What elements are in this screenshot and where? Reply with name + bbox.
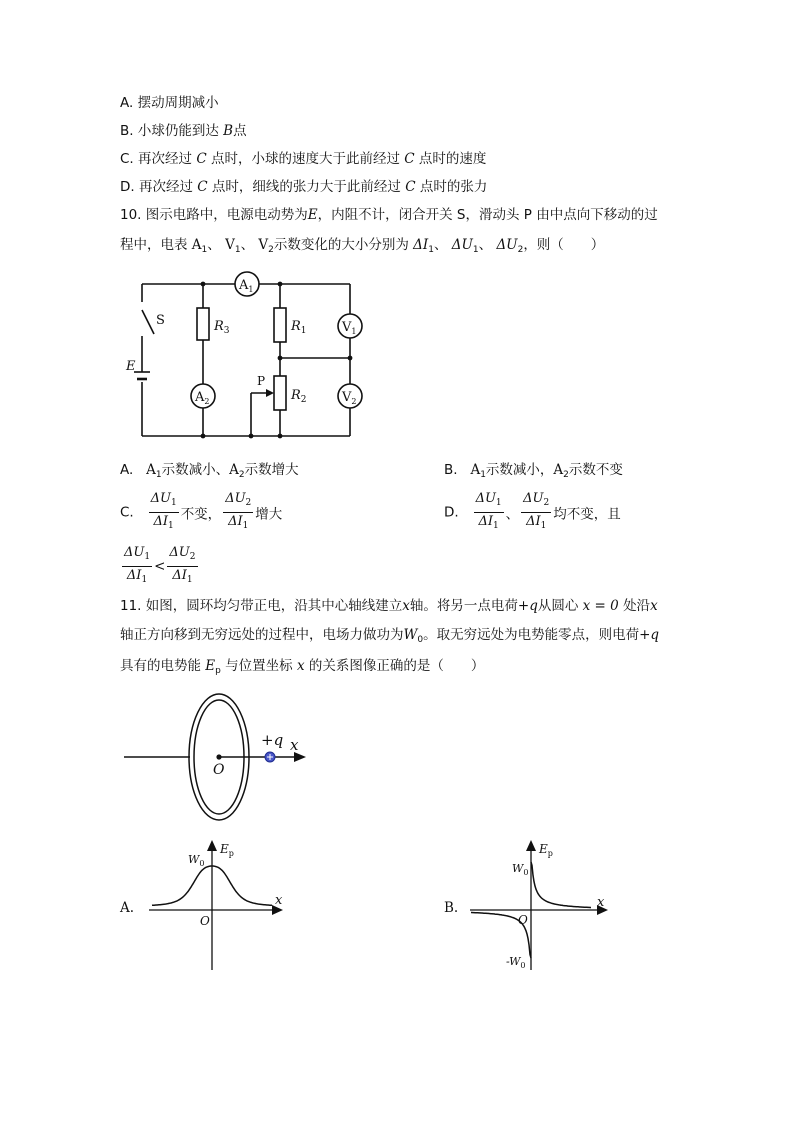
q9-option-b: B. 小球仍能到达 B点 — [120, 123, 247, 139]
q9-option-c: C. 再次经过 C 点时，小球的速度大于此前经过 C 点时的速度 — [120, 151, 487, 167]
fraction-du1-di1-d: $\frac{\Delta U_1}{\Delta I_1}$ — [475, 491, 502, 531]
svg-text:P: P — [257, 374, 266, 388]
q11-stem-line2: 轴正方向移到无穷远处的过程中，电场力做功为$W_0$。取无穷远处为电势能零点，则电荷+q — [120, 627, 660, 645]
svg-text:x: x — [597, 895, 605, 910]
q9-option-a: A. 摆动周期减小 — [120, 95, 219, 111]
svg-text:Ep: $E_p$ — [220, 842, 234, 858]
q10-option-c: C. $\frac{\Delta U_1}{\Delta I_1}$ 不变， $\frac{\Delta U_2}{\Delta I_1}$ 增大 — [120, 490, 282, 535]
q10-option-b: B. $A_1$示数减小，$A_2$示数不变 — [444, 462, 623, 480]
q10-option-d-inequality: $\frac{\Delta U_1}{\Delta I_1}$ < $\frac{\Delta U_2}{\Delta I_1}$ — [124, 545, 196, 585]
svg-text:O: O — [200, 914, 210, 928]
svg-text:V2: $V_2$ — [342, 390, 357, 406]
svg-text:W0: $W_0$ — [512, 862, 529, 877]
fraction-du2-di1: $\frac{\Delta U_2}{\Delta I_1}$ — [225, 491, 252, 531]
charged-ring-figure — [118, 690, 318, 830]
graph-a — [145, 836, 290, 976]
q9-option-d: D. 再次经过 C 点时，细线的张力大于此前经过 C 点时的张力 — [120, 179, 488, 195]
q11-stem-line3: 具有的电势能 $E_p$ 与位置坐标 x 的关系图像正确的是（ ） — [120, 658, 485, 676]
q10-stem-line2: 程中，电表 $A_1$、 $V_1$、 $V_2$示数变化的大小分别为 $\Delta I_1$、 $\Delta U_1$、 $\Delta U_2$，则（ ） — [120, 237, 605, 255]
svg-text:O: O — [213, 762, 225, 778]
q10-stem-line1: 10. 图示电路中，电源电动势为E，内阻不计，闭合开关 S，滑动头 P 由中点向下移动的过 — [120, 207, 658, 223]
svg-text:O: O — [518, 913, 528, 927]
curve-b-right — [531, 862, 591, 908]
svg-text:E: E — [126, 359, 136, 374]
svg-text:Ep: $E_p$ — [539, 842, 553, 858]
svg-text:-W0: $-W_0$ — [506, 955, 526, 970]
q10-option-a: A. $A_1$示数减小、$A_2$示数增大 — [120, 462, 299, 480]
circuit-diagram — [110, 268, 380, 446]
svg-text:V1: $V_1$ — [342, 320, 357, 336]
fraction-du2-di1-d: $\frac{\Delta U_2}{\Delta I_1}$ — [523, 491, 550, 531]
svg-text:W0: $W_0$ — [188, 853, 205, 868]
svg-text:S: S — [156, 313, 165, 328]
svg-text:R1: $R_1$ — [291, 319, 307, 336]
q11-option-b-label: B. — [444, 900, 459, 916]
q10-option-d: D. $\frac{\Delta U_1}{\Delta I_1}$ 、 $\frac{\Delta U_2}{\Delta I_1}$ 均不变，且 — [444, 490, 621, 535]
svg-text:+q: +q — [261, 731, 284, 749]
svg-text:x: x — [290, 736, 299, 754]
fraction-du1-di1: $\frac{\Delta U_1}{\Delta I_1}$ — [150, 491, 177, 531]
graph-b — [466, 836, 616, 976]
svg-text:R2: $R_2$ — [291, 388, 307, 405]
svg-text:A2: $A_2$ — [195, 390, 210, 406]
svg-text:R3: $R_3$ — [214, 319, 230, 336]
q11-option-a-label: A. — [120, 900, 135, 916]
svg-text:x: x — [275, 893, 283, 908]
svg-text:A1: $A_1$ — [239, 278, 254, 294]
q11-stem-line1: 11. 如图，圆环均匀带正电，沿其中心轴线建立x轴。将另一点电荷+q从圆心 x = 0 处沿x — [120, 598, 658, 614]
